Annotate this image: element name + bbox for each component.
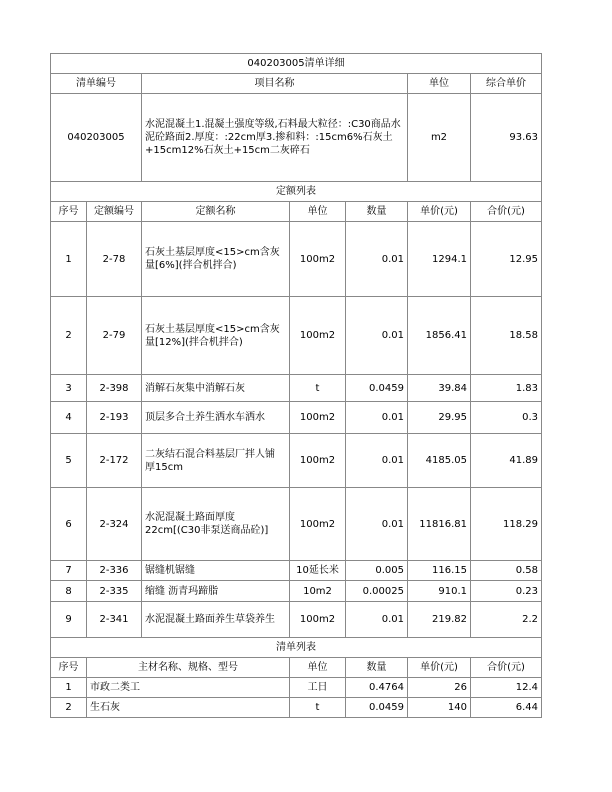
quota-header-qty: 数量 [346,202,408,222]
quota-no: 8 [51,581,87,602]
quota-total: 1.83 [471,375,542,402]
material-header-qty: 数量 [346,658,408,678]
quota-code: 2-193 [87,402,142,434]
quota-unit: 100m2 [290,434,346,488]
quota-total: 12.95 [471,222,542,297]
quota-no: 5 [51,434,87,488]
quota-price: 1856.41 [408,297,471,375]
quota-total: 41.89 [471,434,542,488]
quota-no: 6 [51,488,87,561]
quota-code: 2-398 [87,375,142,402]
quota-qty: 0.01 [346,602,408,638]
material-row [51,698,542,718]
quota-no: 4 [51,402,87,434]
quota-unit: 10延长米 [290,561,346,581]
quota-qty: 0.01 [346,402,408,434]
quota-qty: 0.01 [346,222,408,297]
material-header-total: 合价(元) [471,658,542,678]
quota-qty: 0.01 [346,488,408,561]
material-total: 12.4 [471,678,542,698]
quota-no: 9 [51,602,87,638]
material-no: 2 [51,698,87,718]
quota-name: 水泥混凝土路面厚度22cm[(C30非泵送商品砼)] [142,488,290,561]
material-unit: t [290,698,346,718]
quota-header-name: 定额名称 [142,202,290,222]
material-header-unit: 单位 [290,658,346,678]
quota-name: 水泥混凝土路面养生草袋养生 [142,602,290,638]
bill-price: 93.63 [471,94,542,182]
quota-price: 29.95 [408,402,471,434]
quota-name: 石灰土基层厚度<15>cm含灰量[6%](拌合机拌合) [142,222,290,297]
quota-header-no: 序号 [51,202,87,222]
quota-unit: 100m2 [290,297,346,375]
quota-price: 11816.81 [408,488,471,561]
material-qty: 0.4764 [346,678,408,698]
quota-no: 2 [51,297,87,375]
quota-header-total: 合价(元) [471,202,542,222]
material-row [51,678,542,698]
material-header-row [51,658,542,678]
quota-header-price: 单价(元) [408,202,471,222]
quota-unit: 100m2 [290,488,346,561]
quota-row [51,434,542,488]
bill-detail-table [50,53,542,718]
quota-unit: 100m2 [290,402,346,434]
quota-qty: 0.005 [346,561,408,581]
quota-header-row [51,202,542,222]
quota-total: 18.58 [471,297,542,375]
quota-price: 219.82 [408,602,471,638]
bill-unit-header: 单位 [408,74,471,94]
quota-name: 锯缝机锯缝 [142,561,290,581]
quota-header-unit: 单位 [290,202,346,222]
quota-qty: 0.00025 [346,581,408,602]
material-header-no: 序号 [51,658,87,678]
quota-code: 2-79 [87,297,142,375]
bill-code: 040203005 [51,94,142,182]
quota-row [51,402,542,434]
material-price: 140 [408,698,471,718]
quota-code: 2-335 [87,581,142,602]
quota-no: 7 [51,561,87,581]
quota-qty: 0.01 [346,297,408,375]
quota-qty: 0.01 [346,434,408,488]
quota-price: 910.1 [408,581,471,602]
bill-code-header: 清单编号 [51,74,142,94]
quota-unit: t [290,375,346,402]
quota-row [51,488,542,561]
quota-row [51,561,542,581]
quota-code: 2-341 [87,602,142,638]
bill-unit: m2 [408,94,471,182]
bill-price-header: 综合单价 [471,74,542,94]
material-header-name: 主材名称、规格、型号 [87,658,290,678]
quota-no: 1 [51,222,87,297]
material-section-title-row [51,638,542,658]
material-section-title: 清单列表 [51,638,542,658]
quota-unit: 100m2 [290,602,346,638]
material-name: 市政二类工 [87,678,290,698]
quota-header-code: 定额编号 [87,202,142,222]
material-price: 26 [408,678,471,698]
quota-row [51,222,542,297]
table-title: 040203005清单详细 [51,54,542,74]
quota-price: 116.15 [408,561,471,581]
quota-no: 3 [51,375,87,402]
quota-section-title-row [51,182,542,202]
quota-row [51,297,542,375]
quota-name: 缩缝 沥青玛蹄脂 [142,581,290,602]
quota-code: 2-172 [87,434,142,488]
quota-total: 0.58 [471,561,542,581]
quota-row [51,602,542,638]
material-name: 生石灰 [87,698,290,718]
material-header-price: 单价(元) [408,658,471,678]
quota-row [51,581,542,602]
quota-code: 2-324 [87,488,142,561]
quota-price: 1294.1 [408,222,471,297]
quota-code: 2-78 [87,222,142,297]
quota-name: 石灰土基层厚度<15>cm含灰量[12%](拌合机拌合) [142,297,290,375]
quota-name: 顶层多合土养生洒水车洒水 [142,402,290,434]
quota-total: 0.3 [471,402,542,434]
quota-unit: 10m2 [290,581,346,602]
quota-name: 消解石灰集中消解石灰 [142,375,290,402]
quota-total: 2.2 [471,602,542,638]
quota-total: 0.23 [471,581,542,602]
material-qty: 0.0459 [346,698,408,718]
bill-item-row [51,94,542,182]
quota-qty: 0.0459 [346,375,408,402]
material-unit: 工日 [290,678,346,698]
quota-section-title: 定额列表 [51,182,542,202]
quota-price: 4185.05 [408,434,471,488]
bill-name: 水泥混凝土1.混凝土强度等级,石料最大粒径：:C30商品水泥砼路面2.厚度：:22cm厚3.掺和料：:15cm6%石灰土+15cm12%石灰土+15cm二灰碎石 [142,94,408,182]
quota-name: 二灰结石混合料基层厂拌人铺 厚15cm [142,434,290,488]
quota-code: 2-336 [87,561,142,581]
quota-row [51,375,542,402]
quota-total: 118.29 [471,488,542,561]
material-no: 1 [51,678,87,698]
quota-unit: 100m2 [290,222,346,297]
quota-price: 39.84 [408,375,471,402]
bill-header-row [51,74,542,94]
material-total: 6.44 [471,698,542,718]
table-title-row [51,54,542,74]
bill-name-header: 项目名称 [142,74,408,94]
